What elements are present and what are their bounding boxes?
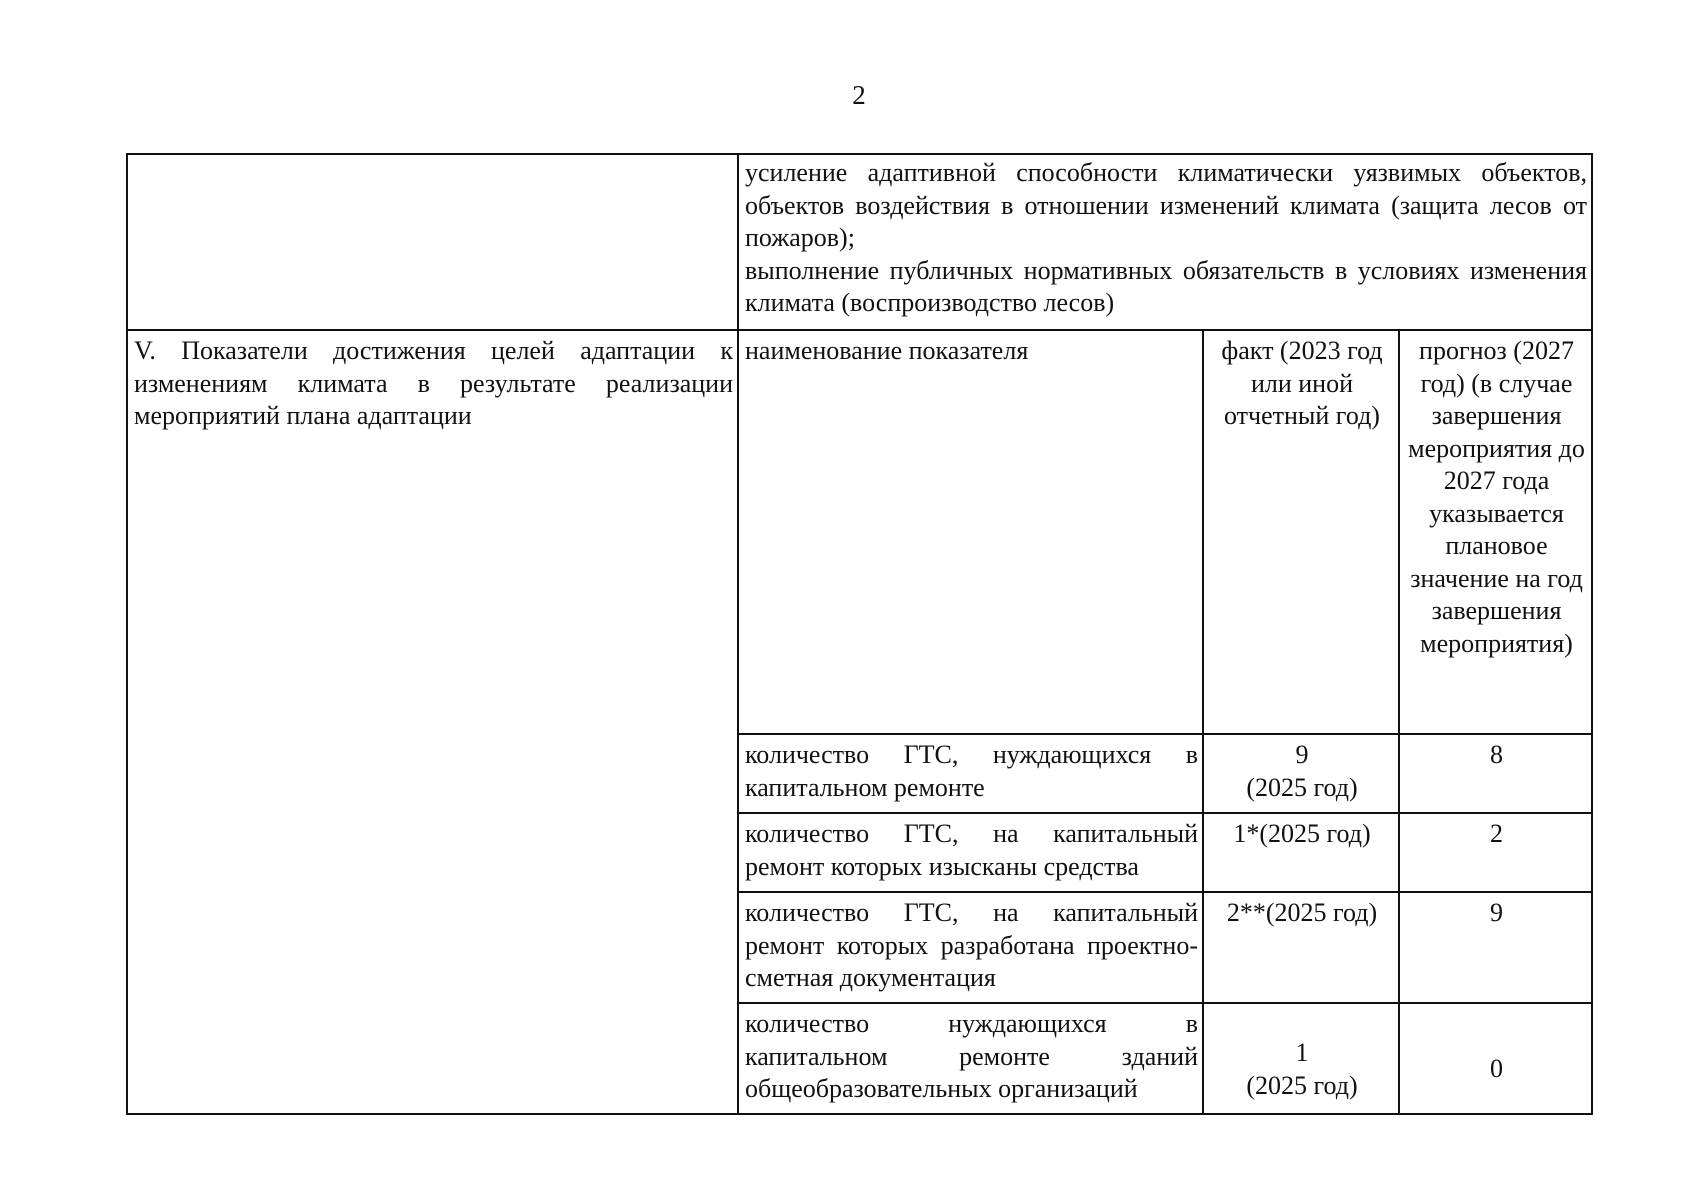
indicator-cell — [738, 813, 1203, 892]
fact-cell — [1203, 813, 1399, 892]
header-fact-cell — [1203, 330, 1399, 734]
header-indicator-cell — [738, 330, 1203, 734]
indicator-name: количество ГТС, нуждающихся в капитальном ремонте — [745, 740, 1198, 802]
fact-year: (2025 год) — [1246, 772, 1358, 802]
section-title-cell — [127, 330, 738, 1114]
header-indicator: наименование показателя — [745, 336, 1029, 365]
measure-paragraph: выполнение публичных нормативных обязательств в условиях изменения климата (воспроизводство лесов) — [745, 255, 1587, 317]
fact-cell — [1203, 892, 1399, 1003]
fact-year: (2025 год) — [1246, 1070, 1358, 1100]
fact-cell — [1203, 1003, 1399, 1114]
header-fact: факт (2023 год или иной отчетный год) — [1221, 336, 1383, 430]
empty-section-cell — [127, 154, 738, 330]
table-row — [127, 330, 1592, 734]
table-row — [127, 154, 1592, 330]
fact-value: 9 — [1295, 740, 1309, 769]
adaptation-plan-table — [126, 153, 1593, 1115]
indicator-name: количество ГТС, на капитальный ремонт которых разработана проектно-сметная документация — [745, 898, 1198, 992]
indicator-name: количество ГТС, на капитальный ремонт которых изысканы средства — [745, 819, 1198, 881]
section-title: V. Показатели достижения целей адаптации к изменениям климата в результате реализации мероприятий плана адаптации — [134, 336, 733, 430]
forecast-value: 9 — [1490, 898, 1503, 927]
forecast-cell — [1399, 734, 1592, 813]
header-forecast-cell — [1399, 330, 1592, 734]
indicator-cell — [738, 892, 1203, 1003]
forecast-value: 8 — [1490, 740, 1503, 769]
forecast-value: 0 — [1490, 1054, 1503, 1084]
forecast-cell — [1399, 892, 1592, 1003]
forecast-cell — [1399, 813, 1592, 892]
indicator-cell — [738, 1003, 1203, 1114]
fact-cell — [1203, 734, 1399, 813]
fact-value: 1*(2025 год) — [1233, 819, 1371, 848]
page-number: 2 — [852, 80, 866, 110]
measures-cell — [738, 154, 1592, 330]
header-forecast: прогноз (2027 год) (в случае завершения мероприятия до 2027 года указывается плановое значение на год завершения мероприятия) — [1408, 336, 1585, 658]
forecast-cell — [1399, 1003, 1592, 1114]
indicator-cell — [738, 734, 1203, 813]
measure-paragraph: усиление адаптивной способности климатически уязвимых объектов, объектов воздействия в отношении изменений климата (защита лесов от пожаров); — [745, 158, 1587, 252]
fact-value: 1 — [1295, 1038, 1309, 1067]
indicator-name: количество нуждающихся в капитальном ремонте зданий общеобразовательных организаций — [745, 1009, 1198, 1103]
forecast-value: 2 — [1490, 819, 1503, 848]
fact-value: 2**(2025 год) — [1226, 898, 1378, 927]
